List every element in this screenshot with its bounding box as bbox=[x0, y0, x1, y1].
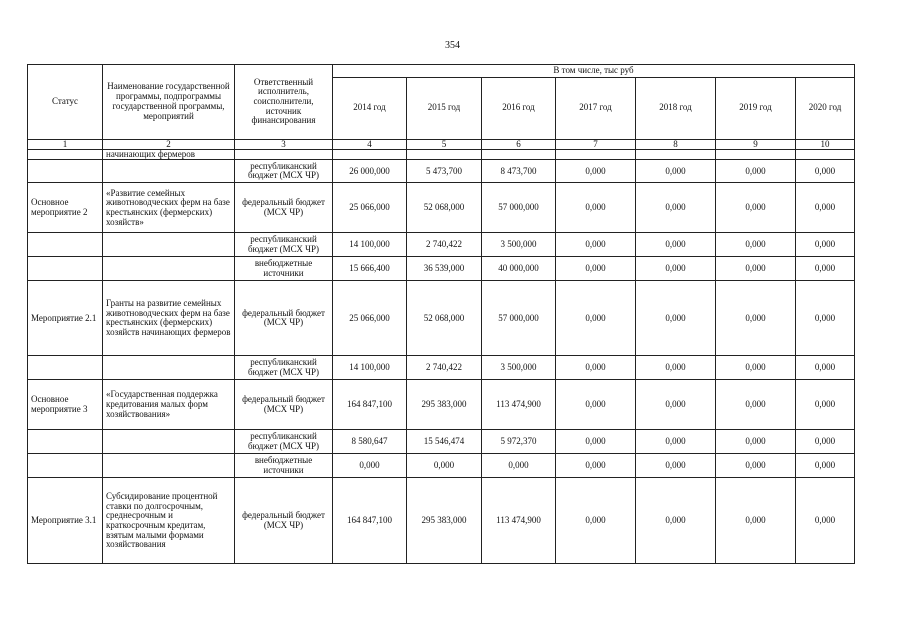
value-cell: 0,000 bbox=[636, 281, 716, 356]
name-cell: «Государственная поддержка кредитования малых форм хозяйствования» bbox=[103, 380, 235, 430]
source-cell: республиканский бюджет (МСХ ЧР) bbox=[235, 160, 333, 183]
value-cell: 0,000 bbox=[716, 380, 796, 430]
value-cell: 0,000 bbox=[796, 233, 855, 257]
value-cell: 0,000 bbox=[556, 478, 636, 564]
header-name: Наименование государственной программы, подпрограммы государственной программы, мероприятий bbox=[103, 65, 235, 140]
value-cell: 0,000 bbox=[716, 183, 796, 233]
name-cell bbox=[103, 257, 235, 281]
table-row bbox=[28, 430, 855, 454]
table-row bbox=[28, 478, 855, 564]
header-year: 2014 год bbox=[333, 77, 407, 139]
value-cell: 15 546,474 bbox=[407, 430, 482, 454]
value-cell: 0,000 bbox=[716, 257, 796, 281]
value-cell: 52 068,000 bbox=[407, 183, 482, 233]
value-cell: 0,000 bbox=[796, 356, 855, 380]
value-cell: 57 000,000 bbox=[482, 183, 556, 233]
value-cell: 0,000 bbox=[636, 257, 716, 281]
value-cell: 3 500,000 bbox=[482, 233, 556, 257]
status-cell: Основное мероприятие 3 bbox=[28, 380, 103, 430]
status-cell bbox=[28, 149, 103, 160]
column-index: 5 bbox=[407, 139, 482, 149]
value-cell: 3 500,000 bbox=[482, 356, 556, 380]
source-cell bbox=[235, 149, 333, 160]
value-cell: 0,000 bbox=[556, 183, 636, 233]
table-row bbox=[28, 356, 855, 380]
header-year: 2015 год bbox=[407, 77, 482, 139]
name-cell bbox=[103, 454, 235, 478]
value-cell: 0,000 bbox=[716, 281, 796, 356]
value-cell: 0,000 bbox=[796, 430, 855, 454]
value-cell: 5 473,700 bbox=[407, 160, 482, 183]
budget-table bbox=[27, 64, 855, 564]
header-year: 2016 год bbox=[482, 77, 556, 139]
value-cell: 8 473,700 bbox=[482, 160, 556, 183]
table-row bbox=[28, 233, 855, 257]
value-cell: 36 539,000 bbox=[407, 257, 482, 281]
name-cell bbox=[103, 356, 235, 380]
continuation-text: начинающих фермеров bbox=[103, 149, 235, 160]
source-cell: федеральный бюджет (МСХ ЧР) bbox=[235, 281, 333, 356]
page-number: 354 bbox=[445, 40, 460, 51]
value-cell: 15 666,400 bbox=[333, 257, 407, 281]
value-cell: 0,000 bbox=[796, 183, 855, 233]
column-index: 6 bbox=[482, 139, 556, 149]
name-cell bbox=[103, 430, 235, 454]
value-cell: 0,000 bbox=[716, 478, 796, 564]
value-cell: 295 383,000 bbox=[407, 380, 482, 430]
value-cell: 40 000,000 bbox=[482, 257, 556, 281]
header-year: 2017 год bbox=[556, 77, 636, 139]
value-cell: 0,000 bbox=[636, 430, 716, 454]
continuation-row bbox=[28, 149, 855, 160]
value-cell: 14 100,000 bbox=[333, 233, 407, 257]
table-row bbox=[28, 257, 855, 281]
value-cell: 52 068,000 bbox=[407, 281, 482, 356]
value-cell: 0,000 bbox=[482, 454, 556, 478]
value-cell: 2 740,422 bbox=[407, 233, 482, 257]
value-cell: 25 066,000 bbox=[333, 281, 407, 356]
value-cell: 0,000 bbox=[556, 356, 636, 380]
status-cell bbox=[28, 257, 103, 281]
column-index-row bbox=[28, 139, 855, 149]
status-cell bbox=[28, 430, 103, 454]
header-year: 2018 год bbox=[636, 77, 716, 139]
column-index: 9 bbox=[716, 139, 796, 149]
column-index: 8 bbox=[636, 139, 716, 149]
header-executor: Ответственный исполнитель, соисполнители, источник финансирования bbox=[235, 65, 333, 140]
value-cell: 0,000 bbox=[636, 478, 716, 564]
value-cell: 0,000 bbox=[716, 233, 796, 257]
status-cell: Мероприятие 3.1 bbox=[28, 478, 103, 564]
value-cell: 0,000 bbox=[716, 430, 796, 454]
column-index: 1 bbox=[28, 139, 103, 149]
source-cell: внебюджетные источники bbox=[235, 257, 333, 281]
value-cell: 0,000 bbox=[796, 281, 855, 356]
column-index: 10 bbox=[796, 139, 855, 149]
value-cell: 0,000 bbox=[796, 160, 855, 183]
name-cell bbox=[103, 160, 235, 183]
value-cell: 164 847,100 bbox=[333, 478, 407, 564]
value-cell: 25 066,000 bbox=[333, 183, 407, 233]
header-year: 2020 год bbox=[796, 77, 855, 139]
value-cell: 0,000 bbox=[636, 454, 716, 478]
table-row bbox=[28, 380, 855, 430]
name-cell: «Развитие семейных животноводческих ферм на базе крестьянских (фермерских) хозяйств» bbox=[103, 183, 235, 233]
table-row bbox=[28, 281, 855, 356]
value-cell: 0,000 bbox=[556, 430, 636, 454]
status-cell bbox=[28, 233, 103, 257]
value-cell: 26 000,000 bbox=[333, 160, 407, 183]
name-cell: Субсидирование процентной ставки по долгосрочным, среднесрочным и краткосрочным кредитам, взятым малыми формами хозяйствования bbox=[103, 478, 235, 564]
value-cell: 0,000 bbox=[333, 454, 407, 478]
value-cell: 0,000 bbox=[636, 356, 716, 380]
status-cell: Мероприятие 2.1 bbox=[28, 281, 103, 356]
value-cell: 0,000 bbox=[556, 454, 636, 478]
header-group: В том числе, тыс руб bbox=[333, 65, 855, 78]
value-cell: 57 000,000 bbox=[482, 281, 556, 356]
table-row bbox=[28, 183, 855, 233]
column-index: 4 bbox=[333, 139, 407, 149]
name-cell: Гранты на развитие семейных животноводческих ферм на базе крестьянских (фермерских) хозяйств начинающих фермеров bbox=[103, 281, 235, 356]
value-cell: 5 972,370 bbox=[482, 430, 556, 454]
value-cell: 0,000 bbox=[636, 380, 716, 430]
value-cell: 0,000 bbox=[636, 233, 716, 257]
value-cell: 0,000 bbox=[796, 478, 855, 564]
column-index: 3 bbox=[235, 139, 333, 149]
value-cell: 113 474,900 bbox=[482, 478, 556, 564]
value-cell: 0,000 bbox=[796, 454, 855, 478]
source-cell: республиканский бюджет (МСХ ЧР) bbox=[235, 356, 333, 380]
value-cell: 0,000 bbox=[716, 160, 796, 183]
source-cell: федеральный бюджет (МСХ ЧР) bbox=[235, 478, 333, 564]
value-cell: 0,000 bbox=[556, 257, 636, 281]
status-cell bbox=[28, 160, 103, 183]
value-cell: 295 383,000 bbox=[407, 478, 482, 564]
header-year: 2019 год bbox=[716, 77, 796, 139]
table-row bbox=[28, 160, 855, 183]
name-cell bbox=[103, 233, 235, 257]
value-cell: 14 100,000 bbox=[333, 356, 407, 380]
source-cell: федеральный бюджет (МСХ ЧР) bbox=[235, 183, 333, 233]
column-index: 2 bbox=[103, 139, 235, 149]
value-cell: 8 580,647 bbox=[333, 430, 407, 454]
source-cell: республиканский бюджет (МСХ ЧР) bbox=[235, 430, 333, 454]
value-cell: 0,000 bbox=[636, 160, 716, 183]
value-cell: 0,000 bbox=[796, 380, 855, 430]
value-cell: 113 474,900 bbox=[482, 380, 556, 430]
value-cell: 0,000 bbox=[556, 160, 636, 183]
value-cell: 164 847,100 bbox=[333, 380, 407, 430]
value-cell: 0,000 bbox=[716, 356, 796, 380]
source-cell: внебюджетные источники bbox=[235, 454, 333, 478]
source-cell: федеральный бюджет (МСХ ЧР) bbox=[235, 380, 333, 430]
header-status: Статус bbox=[28, 65, 103, 140]
status-cell bbox=[28, 454, 103, 478]
status-cell: Основное мероприятие 2 bbox=[28, 183, 103, 233]
value-cell: 0,000 bbox=[716, 454, 796, 478]
value-cell: 0,000 bbox=[636, 183, 716, 233]
value-cell: 0,000 bbox=[407, 454, 482, 478]
column-index: 7 bbox=[556, 139, 636, 149]
value-cell: 0,000 bbox=[556, 233, 636, 257]
value-cell: 0,000 bbox=[796, 257, 855, 281]
status-cell bbox=[28, 356, 103, 380]
source-cell: республиканский бюджет (МСХ ЧР) bbox=[235, 233, 333, 257]
table-row bbox=[28, 454, 855, 478]
value-cell: 0,000 bbox=[556, 281, 636, 356]
value-cell: 2 740,422 bbox=[407, 356, 482, 380]
value-cell: 0,000 bbox=[556, 380, 636, 430]
